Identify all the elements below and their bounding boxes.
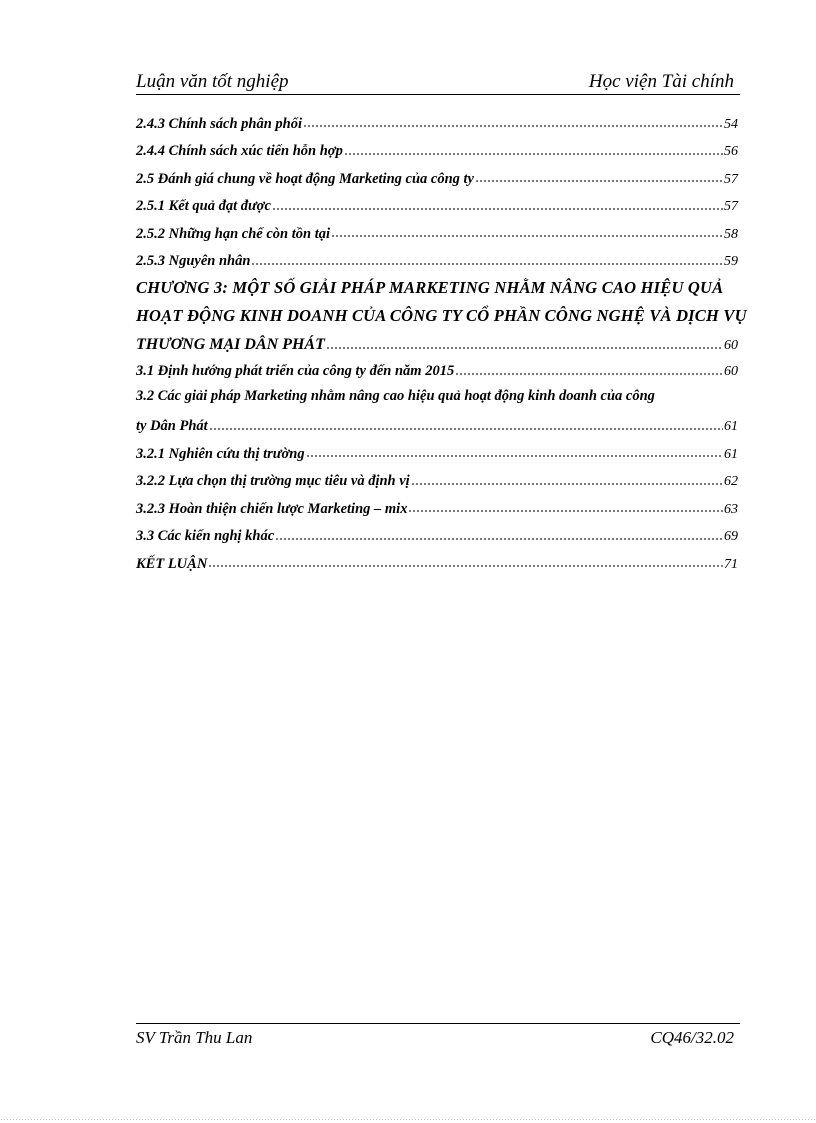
toc-entry-2-4-4[interactable]	[136, 141, 738, 169]
toc-entry-text: 2.5.1 Kết quả đạt được	[136, 198, 271, 214]
toc-page-number: 61	[724, 419, 738, 434]
toc-entry-text: KẾT LUẬN	[136, 555, 208, 572]
dot-leader	[455, 363, 723, 378]
chapter-heading-text: HOẠT ĐỘNG KINH DOANH CỦA CÔNG TY CỔ PHẦN CÔNG NGHỆ VÀ DỊCH VỤ	[136, 305, 747, 325]
toc-entry-2-5-3[interactable]	[136, 251, 738, 279]
dot-leader	[272, 198, 723, 213]
toc-chapter-3-line-2[interactable]	[136, 305, 747, 334]
toc-page-number: 63	[724, 501, 738, 517]
toc-entry-3-2-line-2[interactable]	[136, 416, 738, 444]
toc-entry-text: 2.5.3 Nguyên nhân	[136, 253, 251, 269]
toc-entry-2-5[interactable]	[136, 168, 738, 196]
toc-page-number: 60	[724, 338, 738, 353]
toc-entry-text: 3.2.2 Lựa chọn thị trường mục tiêu và định vị	[136, 473, 410, 489]
toc-entry-3-2-2[interactable]	[136, 471, 738, 499]
dot-leader	[411, 473, 723, 488]
toc-chapter-3-line-1[interactable]	[136, 278, 738, 306]
toc-entry-text: 3.2 Các giải pháp Marketing nhằm nâng cao hiệu quả hoạt động kinh doanh của công	[136, 388, 655, 404]
dot-leader	[326, 336, 723, 352]
page-footer	[136, 1023, 740, 1047]
toc-entry-2-5-1[interactable]	[136, 196, 738, 224]
footer-class-code: CQ46/32.02	[650, 1028, 734, 1047]
toc-chapter-3-line-3[interactable]	[136, 333, 738, 361]
toc-entry-conclusion[interactable]	[136, 553, 738, 581]
toc-entry-3-3[interactable]	[136, 526, 738, 554]
toc-page-number: 58	[724, 226, 738, 242]
page-header	[136, 68, 740, 95]
toc-entry-3-2-line-1[interactable]	[136, 388, 738, 416]
table-of-contents	[136, 113, 747, 581]
chapter-heading-text: THƯƠNG MẠI DÂN PHÁT	[136, 336, 325, 353]
dot-leader	[208, 556, 723, 571]
header-academy-label: Học viện Tài chính	[588, 71, 734, 92]
dot-leader	[408, 501, 723, 516]
toc-entry-3-2-1[interactable]	[136, 443, 738, 471]
toc-page-number: 57	[724, 171, 738, 187]
page-edge-divider	[0, 1119, 816, 1120]
header-thesis-label: Luận văn tốt nghiệp	[136, 71, 289, 92]
dot-leader	[306, 446, 723, 461]
dot-leader	[275, 528, 723, 543]
toc-entry-text: 2.4.4 Chính sách xúc tiến hỗn hợp	[136, 143, 343, 159]
toc-entry-3-2-3[interactable]	[136, 498, 738, 526]
toc-entry-text: 2.4.3 Chính sách phân phối	[136, 115, 303, 132]
toc-entry-text: 3.2.3 Hoàn thiện chiến lược Marketing – mix	[136, 500, 408, 517]
toc-page-number: 69	[724, 529, 738, 544]
toc-page-number: 56	[724, 144, 738, 159]
toc-page-number: 61	[724, 446, 738, 462]
dot-leader	[251, 253, 723, 268]
dot-leader	[331, 226, 723, 241]
toc-entry-text: 2.5.2 Những hạn chế còn tồn tại	[136, 225, 331, 242]
toc-page-number: 54	[724, 116, 738, 132]
dot-leader	[209, 418, 723, 433]
toc-entry-2-5-2[interactable]	[136, 223, 738, 251]
toc-page-number: 62	[724, 474, 738, 489]
chapter-heading-text: CHƯƠNG 3: MỘT SỐ GIẢI PHÁP MARKETING NHẰM NÂNG CAO HIỆU QUẢ	[136, 278, 724, 297]
dot-leader	[475, 171, 723, 186]
toc-page-number: 59	[724, 254, 738, 269]
toc-page-number: 60	[724, 364, 738, 379]
toc-entry-text: 2.5 Đánh giá chung về hoạt động Marketing của công ty	[136, 170, 474, 187]
toc-page-number: 57	[724, 199, 738, 214]
toc-page-number: 71	[724, 556, 738, 572]
toc-entry-text: 3.2.1 Nghiên cứu thị trường	[136, 445, 305, 462]
toc-entry-text: 3.1 Định hướng phát triển của công ty đến năm 2015	[136, 363, 455, 379]
dot-leader	[303, 116, 723, 131]
dot-leader	[344, 143, 723, 158]
toc-entry-text: ty Dân Phát	[136, 418, 208, 434]
toc-entry-text: 3.3 Các kiến nghị khác	[136, 528, 275, 544]
toc-entry-3-1[interactable]	[136, 361, 738, 389]
footer-student-name: SV Trần Thu Lan	[136, 1028, 253, 1047]
toc-entry-2-4-3[interactable]	[136, 113, 738, 141]
